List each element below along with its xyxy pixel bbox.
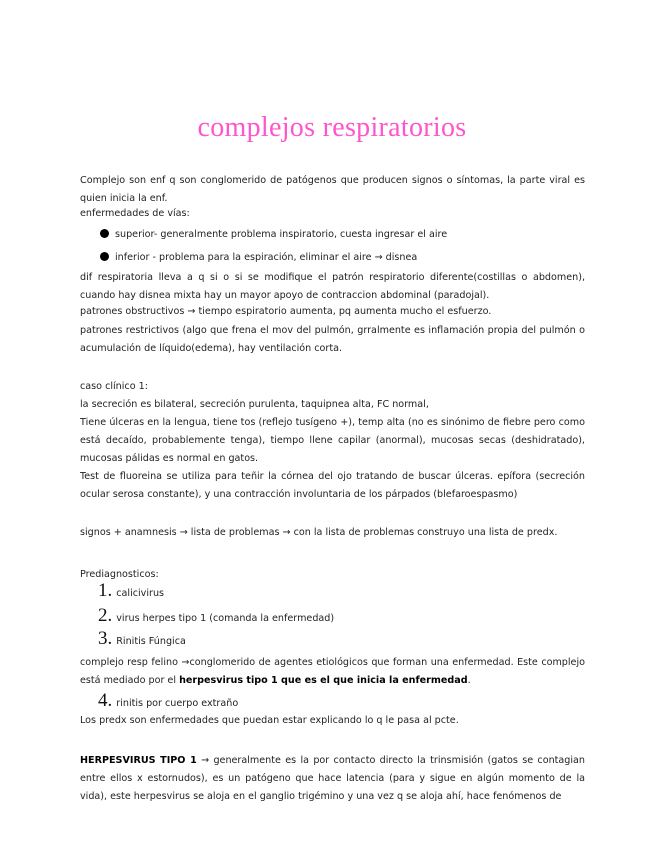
bullet-superior: superior- generalmente problema inspiratorio, cuesta ingresar el aire [100, 226, 447, 244]
vias-heading: enfermedades de vías: [80, 208, 190, 219]
caso-clinico-title: caso clínico 1: [80, 381, 148, 392]
caso-line-1: la secreción es bilateral, secreción purulenta, taquipnea alta, FC normal, [80, 399, 429, 410]
herpesvirus-heading: HERPESVIRUS TIPO 1 [80, 755, 197, 766]
prediagnostico-item: 3. Rinitis Fúngica [98, 628, 186, 649]
predx-line: Los predx son enfermedades que puedan estar explicando lo q le pasa al pcte. [80, 715, 459, 726]
prediagnostico-item: 2. virus herpes tipo 1 (comanda la enfermedad) [98, 605, 335, 626]
bullet-dot-icon [100, 252, 109, 261]
caso-line-2: Tiene úlceras en la lengua, tiene tos (reflejo tusígeno +), temp alta (no es sinónimo de fiebre pero como está decaído, probablemente tenga), tiempo llene capilar (anormal), mucosas secas (deshidratado), mucosas pálidas es normal en gatos. [80, 417, 585, 464]
signos-line: signos + anamnesis → lista de problemas → con la lista de problemas construyo una lista de predx. [80, 527, 558, 538]
patrones-obstructivos: patrones obstructivos → tiempo espiratorio aumenta, pq aumenta mucho el esfuerzo. [80, 306, 492, 317]
herpesvirus-paragraph: HERPESVIRUS TIPO 1 → generalmente es la por contacto directo la trinsmisión (gatos se contagian entre ellos x estornudos), es un patógeno que hace latencia (para y sigue en algún momento de la vida), este herpesvirus se aloja en el ganglio trigémino y una vez q se aloja ahí, hace fenómenos de [80, 755, 586, 802]
bullet-dot-icon [100, 229, 109, 238]
prediagnostico-item: 1. calicivirus [98, 580, 165, 601]
complejo-bold-text: herpesvirus tipo 1 que es el que inicia la enfermedad [179, 675, 468, 686]
complejo-paragraph: complejo resp felino →conglomerido de agentes etiológicos que forman una enfermedad. Este complejo está mediado por el herpesvirus tipo 1 que es el que inicia la enfermedad. [80, 657, 585, 686]
patrones-restrictivos: patrones restrictivos (algo que frena el mov del pulmón, grralmente es inflamación propia del pulmón o acumulación de líquido(edema), hay ventilación corta. [80, 325, 585, 354]
dif-respiratoria-paragraph: dif respiratoria lleva a q si o si se modifique el patrón respiratorio diferente(costillas o abdomen), cuando hay disnea mixta hay un mayor apoyo de contraccion abdominal (paradojal). [80, 272, 585, 301]
bullet-inferior: inferior - problema para la espiración, eliminar el aire → disnea [100, 249, 417, 267]
intro-paragraph: Complejo son enf q son conglomerido de patógenos que producen signos o síntomas, la parte viral es quien inicia la enf. [80, 175, 585, 204]
caso-line-3: Test de fluoreina se utiliza para teñir la córnea del ojo tratando de buscar úlceras. epífora (secreción ocular serosa constante), y una contracción involuntaria de los párpados (blefaroespasmo) [80, 471, 585, 500]
page-title: complejos respiratorios [197, 112, 467, 143]
prediagnosticos-title: Prediagnosticos: [80, 569, 159, 580]
prediagnostico-item: 4. rinitis por cuerpo extraño [98, 690, 239, 711]
